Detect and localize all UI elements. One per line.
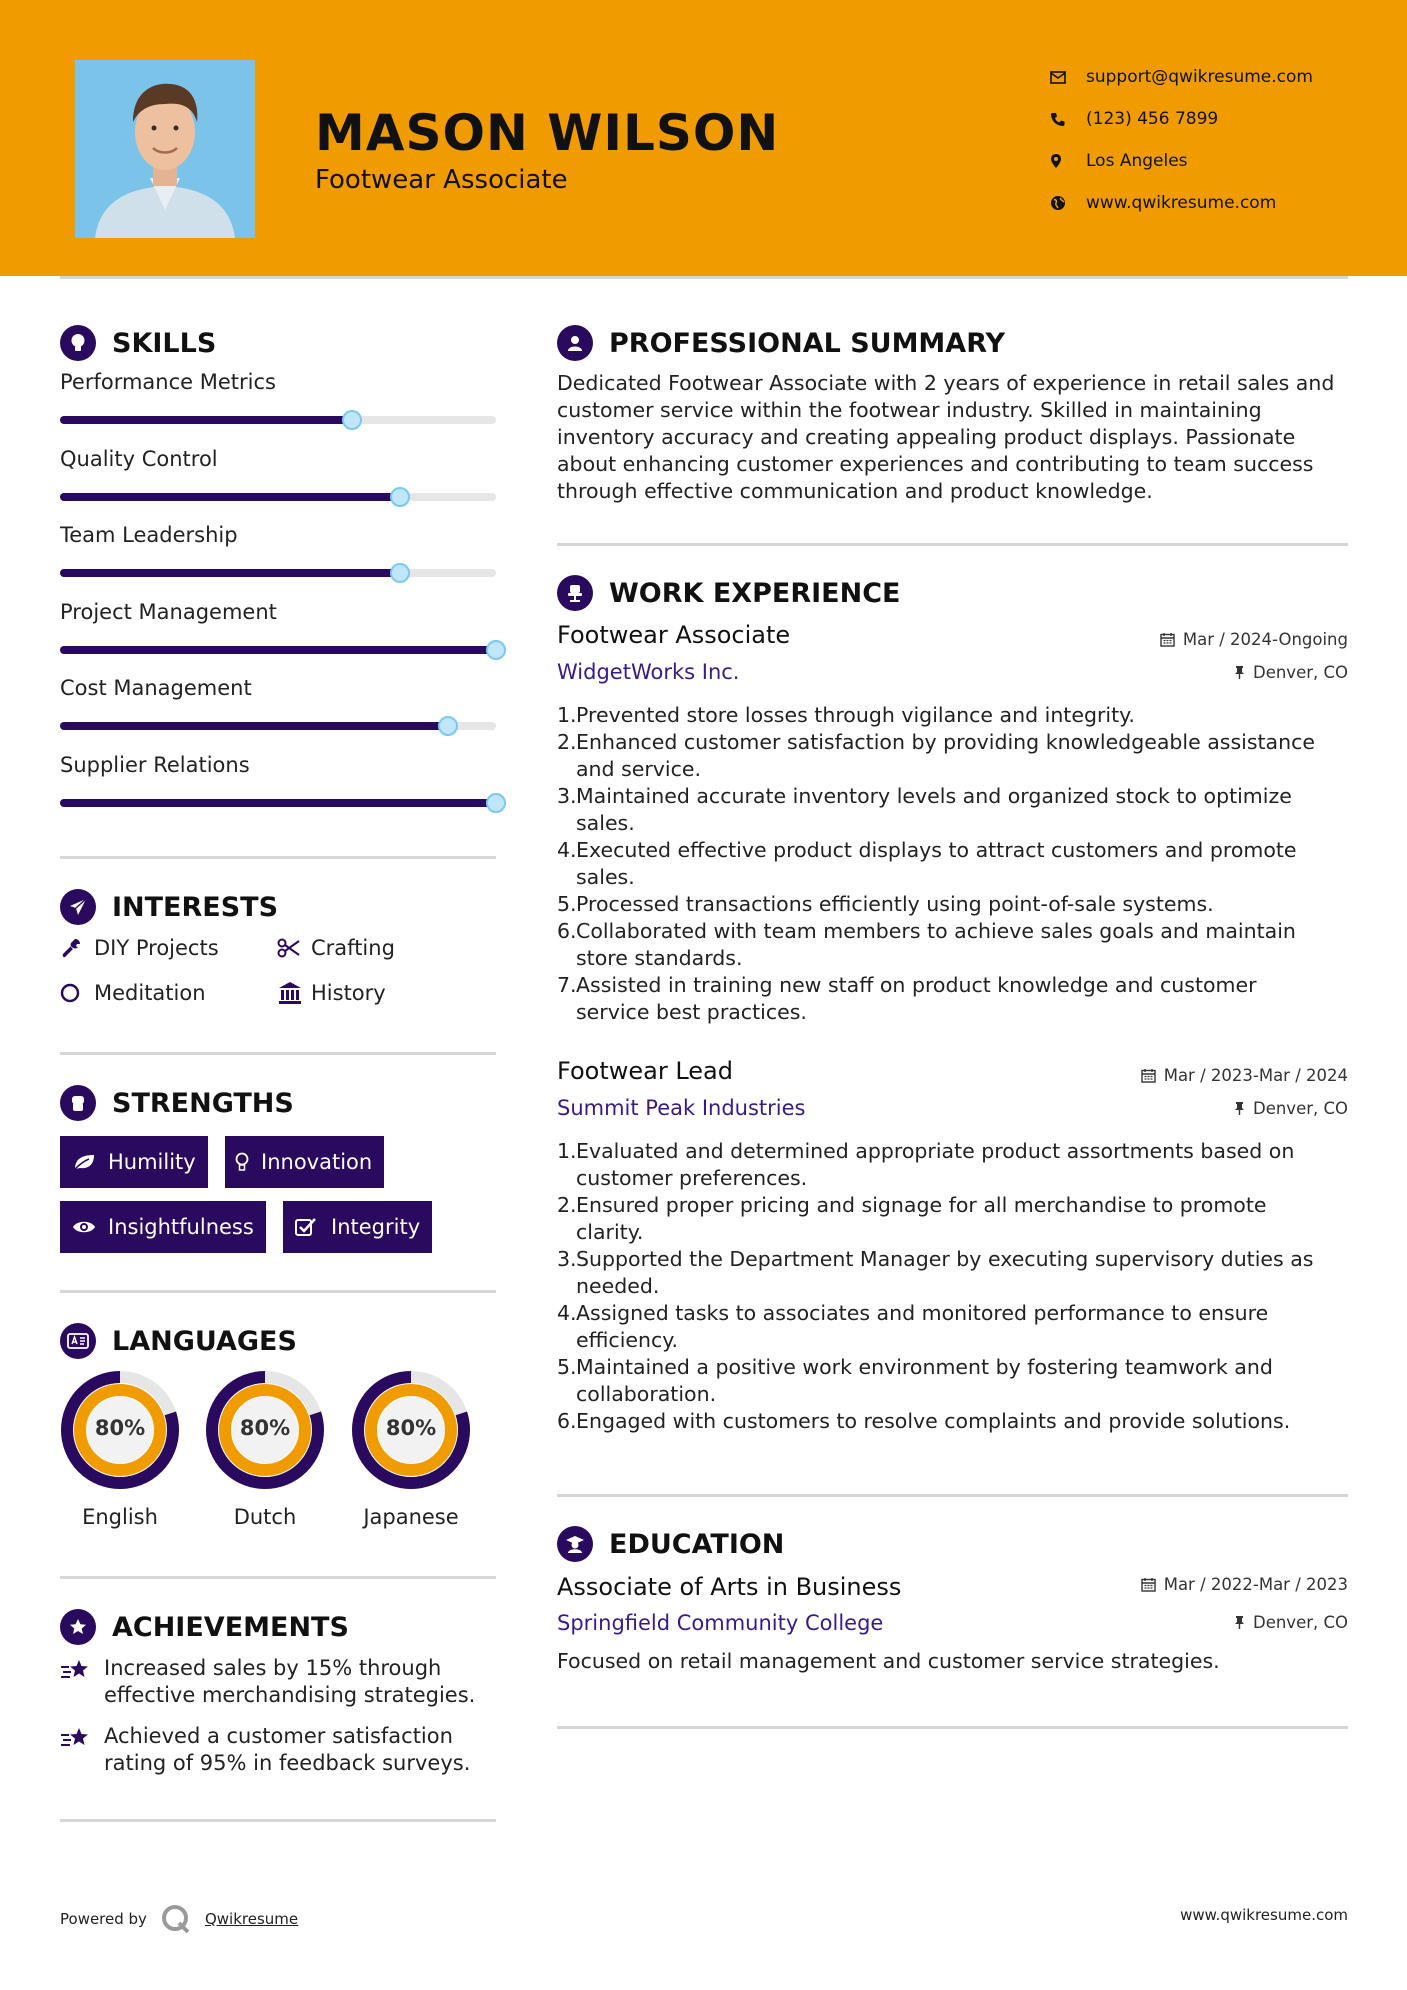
list-number: 4. xyxy=(557,1301,577,1325)
skill-bar-knob xyxy=(390,563,410,583)
language-ring xyxy=(351,1370,471,1494)
list-line: sales. xyxy=(576,811,635,835)
list-text xyxy=(576,837,1297,891)
list-number: 2. xyxy=(557,730,577,754)
list-line: Enhanced customer satisfaction by providing knowledgeable assistance xyxy=(576,730,1315,754)
list-text xyxy=(576,783,1292,837)
museum-icon xyxy=(277,981,311,1005)
achievement-line: Achieved a customer satisfaction xyxy=(104,1724,453,1748)
contact-phone[interactable] xyxy=(1050,98,1313,140)
divider xyxy=(557,1494,1348,1497)
interests-title: INTERESTS xyxy=(112,891,279,923)
summary-line: inventory accuracy and creating appealing product displays. Passionate xyxy=(557,425,1296,449)
skill-bar-fill xyxy=(60,416,352,424)
education-title: EDUCATION xyxy=(609,1528,785,1560)
language-ring xyxy=(60,1370,180,1494)
skill-bar-fill xyxy=(60,569,400,577)
list-number: 2. xyxy=(557,1193,577,1217)
summary-line: Dedicated Footwear Associate with 2 years of experience in retail sales and xyxy=(557,371,1335,395)
list-item xyxy=(557,1246,1347,1300)
contact-location xyxy=(1050,140,1313,182)
list-item xyxy=(557,891,1347,918)
list-line: Ensured proper pricing and signage for all merchandise to promote xyxy=(576,1193,1267,1217)
language-percent: 80% xyxy=(239,1416,291,1440)
graduate-icon xyxy=(557,1526,593,1562)
skill-bar-fill xyxy=(60,722,448,730)
footer-branding xyxy=(60,1904,298,1934)
interest-item xyxy=(60,936,219,960)
lightbulb-icon xyxy=(60,325,96,361)
divider xyxy=(60,1052,496,1055)
powered-by-text: Powered by xyxy=(60,1910,147,1928)
list-line: Evaluated and determined appropriate product assortments based on xyxy=(576,1139,1295,1163)
language-ring xyxy=(205,1370,325,1494)
list-line: needed. xyxy=(576,1274,660,1298)
list-item xyxy=(557,702,1347,729)
strengths-heading xyxy=(60,1085,294,1121)
skill-bar-knob xyxy=(390,487,410,507)
skill-label: Supplier Relations xyxy=(60,752,250,777)
list-item xyxy=(557,918,1347,972)
job-company: Summit Peak Industries xyxy=(557,1096,806,1120)
eye-icon xyxy=(72,1219,108,1235)
list-line: service best practices. xyxy=(576,1000,807,1024)
list-item xyxy=(557,1138,1347,1192)
strength-label: Humility xyxy=(108,1150,196,1174)
job-bullets xyxy=(557,1138,1347,1435)
list-line: Engaged with customers to resolve complaints and provide solutions. xyxy=(576,1409,1291,1433)
paper-plane-icon xyxy=(60,889,96,925)
list-text xyxy=(576,729,1315,783)
achievement-item xyxy=(60,1723,500,1777)
job-location-text: Denver, CO xyxy=(1252,663,1348,682)
list-line: Executed effective product displays to attract customers and promote xyxy=(576,838,1297,862)
interest-item xyxy=(60,981,206,1005)
language-percent: 80% xyxy=(94,1416,146,1440)
skill-bar xyxy=(60,722,496,730)
skill-bar-knob xyxy=(438,716,458,736)
list-line: Maintained a positive work environment by fostering teamwork and xyxy=(576,1355,1273,1379)
contact-list xyxy=(1050,56,1313,224)
divider xyxy=(557,1726,1348,1729)
education-school: Springfield Community College xyxy=(557,1611,884,1635)
calendar-icon xyxy=(1141,1577,1156,1592)
skill-bar-knob xyxy=(486,640,506,660)
list-item xyxy=(557,729,1347,783)
interest-item xyxy=(277,981,386,1005)
education-location-text: Denver, CO xyxy=(1252,1613,1348,1632)
skill-bar xyxy=(60,493,496,501)
skill-label: Performance Metrics xyxy=(60,370,276,394)
summary-text xyxy=(557,370,1347,505)
list-item xyxy=(557,1192,1347,1246)
experience-title: WORK EXPERIENCE xyxy=(609,577,901,609)
interest-label: Crafting xyxy=(311,936,395,960)
footer-url[interactable]: www.qwikresume.com xyxy=(1180,1906,1348,1924)
checkbox-icon xyxy=(295,1217,331,1237)
skill-bar-fill xyxy=(60,493,400,501)
skill-label: Quality Control xyxy=(60,446,218,471)
skill-label: Team Leadership xyxy=(60,523,238,547)
list-line: Assisted in training new staff on product knowledge and customer xyxy=(576,973,1257,997)
pushpin-icon xyxy=(1234,665,1245,680)
list-number: 6. xyxy=(557,919,577,943)
candidate-name: MASON WILSON xyxy=(315,104,780,162)
education-heading xyxy=(557,1526,784,1562)
language-name: Japanese xyxy=(363,1505,459,1529)
profile-photo xyxy=(75,60,255,238)
strength-tag xyxy=(60,1201,266,1253)
office-chair-icon xyxy=(557,575,593,611)
list-number: 5. xyxy=(557,1355,577,1379)
experience-heading xyxy=(557,575,900,611)
language-card-icon xyxy=(60,1323,96,1359)
user-icon xyxy=(557,325,593,361)
list-item xyxy=(557,1354,1347,1408)
job-dates-text: Mar / 2023-Mar / 2024 xyxy=(1163,1066,1348,1085)
envelope-icon xyxy=(1050,71,1086,84)
strength-label: Innovation xyxy=(261,1150,373,1174)
job-company: WidgetWorks Inc. xyxy=(557,660,740,684)
interest-item xyxy=(277,936,395,960)
list-item xyxy=(557,783,1347,837)
pushpin-icon xyxy=(1234,1101,1245,1116)
skill-label: Cost Management xyxy=(60,676,252,700)
achievement-line: Increased sales by 15% through xyxy=(104,1656,442,1680)
list-item xyxy=(557,837,1347,891)
skill-bar xyxy=(60,416,496,424)
skill-bar-fill xyxy=(60,799,496,807)
list-text xyxy=(576,972,1257,1026)
star-badge-icon xyxy=(60,1609,96,1645)
strength-label: Insightfulness xyxy=(108,1215,254,1239)
job-title: Footwear Associate xyxy=(557,621,791,649)
contact-website[interactable] xyxy=(1050,182,1313,224)
language-name: Dutch xyxy=(233,1505,297,1529)
list-line: Supported the Department Manager by executing supervisory duties as xyxy=(576,1247,1314,1271)
list-number: 5. xyxy=(557,892,577,916)
leaf-icon xyxy=(72,1153,108,1171)
job-location-text: Denver, CO xyxy=(1252,1099,1348,1118)
job-location xyxy=(1234,663,1348,682)
skill-bar xyxy=(60,569,496,577)
divider xyxy=(557,543,1348,546)
achievements-title: ACHIEVEMENTS xyxy=(112,1611,349,1643)
list-line: customer preferences. xyxy=(576,1166,808,1190)
languages-title: LANGUAGES xyxy=(112,1325,297,1357)
contact-location-text: Los Angeles xyxy=(1086,151,1188,171)
skill-bar-knob xyxy=(342,410,362,430)
list-text xyxy=(576,1192,1267,1246)
summary-line: about enhancing customer experiences and contributing to team success xyxy=(557,452,1314,476)
interest-label: Meditation xyxy=(94,981,206,1005)
list-number: 6. xyxy=(557,1409,577,1433)
skills-title: SKILLS xyxy=(112,327,217,359)
divider xyxy=(60,1290,496,1293)
interest-label: History xyxy=(311,981,386,1005)
list-number: 7. xyxy=(557,973,577,997)
summary-title: PROFESSIONAL SUMMARY xyxy=(609,327,1006,359)
summary-line: customer service within the footwear industry. Skilled in maintaining xyxy=(557,398,1262,422)
candidate-role: Footwear Associate xyxy=(315,165,568,195)
job-dates-text: Mar / 2024-Ongoing xyxy=(1182,630,1348,649)
education-description: Focused on retail management and customer service strategies. xyxy=(557,1649,1220,1673)
achievement-line: effective merchandising strategies. xyxy=(104,1683,476,1707)
list-line: and service. xyxy=(576,757,702,781)
calendar-icon xyxy=(1160,632,1175,647)
language-percent: 80% xyxy=(385,1416,437,1440)
education-location xyxy=(1234,1613,1348,1632)
brand-link[interactable]: Qwikresume xyxy=(204,1910,299,1928)
wrench-icon xyxy=(60,937,94,959)
list-item xyxy=(557,1300,1347,1354)
languages-heading xyxy=(60,1323,297,1359)
achievement-item xyxy=(60,1655,500,1709)
list-line: Collaborated with team members to achieve sales goals and maintain xyxy=(576,919,1296,943)
map-pin-icon xyxy=(1050,153,1086,169)
list-text xyxy=(576,1354,1273,1408)
strength-tag xyxy=(283,1201,432,1253)
list-line: Assigned tasks to associates and monitored performance to ensure xyxy=(576,1301,1269,1325)
circle-icon xyxy=(60,982,94,1004)
achievements-heading xyxy=(60,1609,349,1645)
list-number: 1. xyxy=(557,1139,577,1163)
skill-bar xyxy=(60,799,496,807)
lightbulb-icon xyxy=(235,1152,261,1172)
list-number: 1. xyxy=(557,703,577,727)
list-line: collaboration. xyxy=(576,1382,717,1406)
job-bullets xyxy=(557,702,1347,1026)
scissors-icon xyxy=(277,938,311,958)
language-name: English xyxy=(82,1505,158,1529)
phone-icon xyxy=(1050,112,1086,127)
strengths-title: STRENGTHS xyxy=(112,1087,294,1119)
skill-bar xyxy=(60,646,496,654)
resume-header xyxy=(0,0,1407,276)
fist-icon xyxy=(60,1085,96,1121)
divider xyxy=(60,856,496,859)
divider xyxy=(60,1576,496,1579)
list-line: sales. xyxy=(576,865,635,889)
list-text xyxy=(576,1300,1268,1354)
summary-heading xyxy=(557,325,1005,361)
globe-icon xyxy=(1050,195,1086,211)
calendar-icon xyxy=(1141,1068,1156,1083)
list-line: Processed transactions efficiently using point-of-sale systems. xyxy=(576,892,1214,916)
skill-label: Project Management xyxy=(60,599,277,624)
strength-label: Integrity xyxy=(331,1215,421,1239)
job-title: Footwear Lead xyxy=(557,1057,733,1085)
shooting-star-icon xyxy=(60,1723,104,1777)
job-dates xyxy=(1141,1066,1348,1085)
list-text xyxy=(576,1138,1294,1192)
job-location xyxy=(1234,1099,1348,1118)
education-degree: Associate of Arts in Business xyxy=(557,1573,902,1601)
list-item xyxy=(557,972,1347,1026)
achievement-line: rating of 95% in feedback surveys. xyxy=(104,1751,471,1775)
skills-heading xyxy=(60,325,216,361)
list-item xyxy=(557,1408,1347,1435)
list-text xyxy=(576,1408,1290,1435)
strength-tag xyxy=(225,1136,384,1188)
header-divider xyxy=(60,276,1348,279)
list-text xyxy=(576,702,1135,729)
education-dates xyxy=(1141,1575,1348,1594)
contact-phone-text: (123) 456 7899 xyxy=(1086,109,1219,129)
list-line: clarity. xyxy=(576,1220,644,1244)
list-number: 3. xyxy=(557,784,577,808)
contact-website-text: www.qwikresume.com xyxy=(1086,193,1277,213)
shooting-star-icon xyxy=(60,1655,104,1709)
list-text xyxy=(576,891,1214,918)
summary-line: through effective communication and product knowledge. xyxy=(557,479,1153,503)
interests-heading xyxy=(60,889,278,925)
skill-bar-fill xyxy=(60,646,496,654)
contact-email[interactable] xyxy=(1050,56,1313,98)
education-dates-text: Mar / 2022-Mar / 2023 xyxy=(1163,1575,1348,1594)
skill-bar-knob xyxy=(486,793,506,813)
list-number: 4. xyxy=(557,838,577,862)
qwikresume-logo-icon xyxy=(161,1904,191,1934)
list-line: store standards. xyxy=(576,946,743,970)
list-text xyxy=(576,1246,1313,1300)
list-text xyxy=(576,918,1296,972)
pushpin-icon xyxy=(1234,1615,1245,1630)
list-line: Maintained accurate inventory levels and organized stock to optimize xyxy=(576,784,1292,808)
list-line: Prevented store losses through vigilance and integrity. xyxy=(576,703,1135,727)
divider xyxy=(60,1819,496,1822)
list-number: 3. xyxy=(557,1247,577,1271)
strength-tag xyxy=(60,1136,208,1188)
contact-email-text: support@qwikresume.com xyxy=(1086,67,1313,87)
list-line: efficiency. xyxy=(576,1328,678,1352)
interest-label: DIY Projects xyxy=(94,936,219,960)
job-dates xyxy=(1160,630,1348,649)
